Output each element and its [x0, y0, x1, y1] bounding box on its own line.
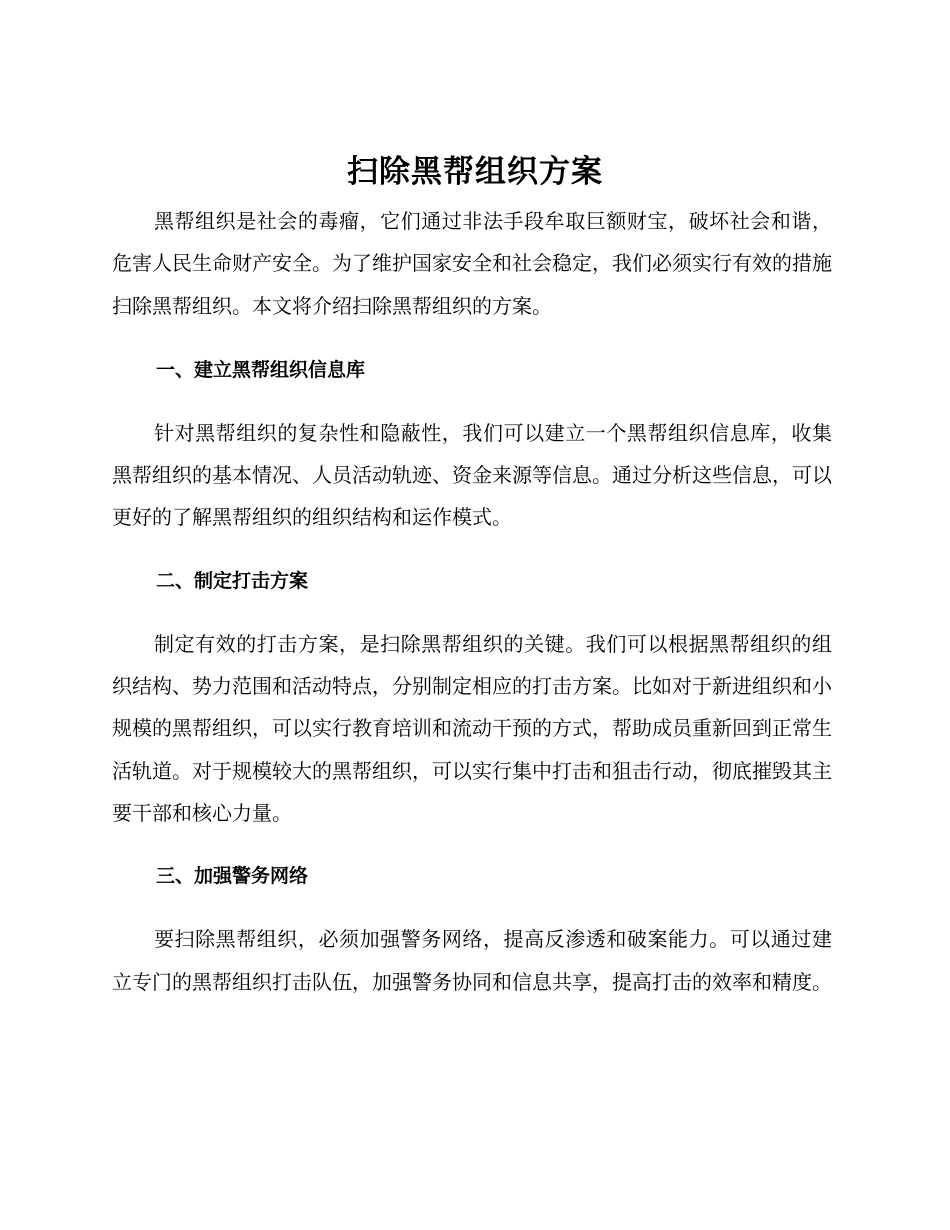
document-title: 扫除黑帮组织方案 [347, 154, 603, 190]
section-paragraph-1: 针对黑帮组织的复杂性和隐蔽性，我们可以建立一个黑帮组织信息库，收集黑帮组织的基本情况、人员活动轨迹、资金来源等信息。通过分析这些信息，可以更好的了解黑帮组织的组织结构和运作模式。 [112, 420, 832, 530]
section-heading-3: 三、加强警务网络 [156, 865, 309, 888]
section-heading-1: 一、建立黑帮组织信息库 [156, 358, 366, 381]
intro-paragraph: 黑帮组织是社会的毒瘤，它们通过非法手段牟取巨额财宝，破坏社会和谐，危害人民生命财产安全。为了维护国家安全和社会稳定，我们必须实行有效的措施扫除黑帮组织。本文将介绍扫除黑帮组织的方案。 [112, 209, 832, 318]
document-body [112, 200, 832, 1003]
section-paragraph-2: 制定有效的打击方案，是扫除黑帮组织的关键。我们可以根据黑帮组织的组织结构、势力范围和活动特点，分别制定相应的打击方案。比如对于新进组织和小规模的黑帮组织，可以实行教育培训和流动干预的方式，帮助成员重新回到正常生活轨道。对于规模较大的黑帮组织，可以实行集中打击和狙击行动，彻底摧毁其主要干部和核心力量。 [112, 631, 832, 825]
section-heading-2: 二、制定打击方案 [156, 569, 309, 592]
section-paragraph-3: 要扫除黑帮组织，必须加强警务网络，提高反渗透和破案能力。可以通过建立专门的黑帮组织打击队伍，加强警务协同和信息共享，提高打击的效率和精度。 [112, 927, 832, 994]
